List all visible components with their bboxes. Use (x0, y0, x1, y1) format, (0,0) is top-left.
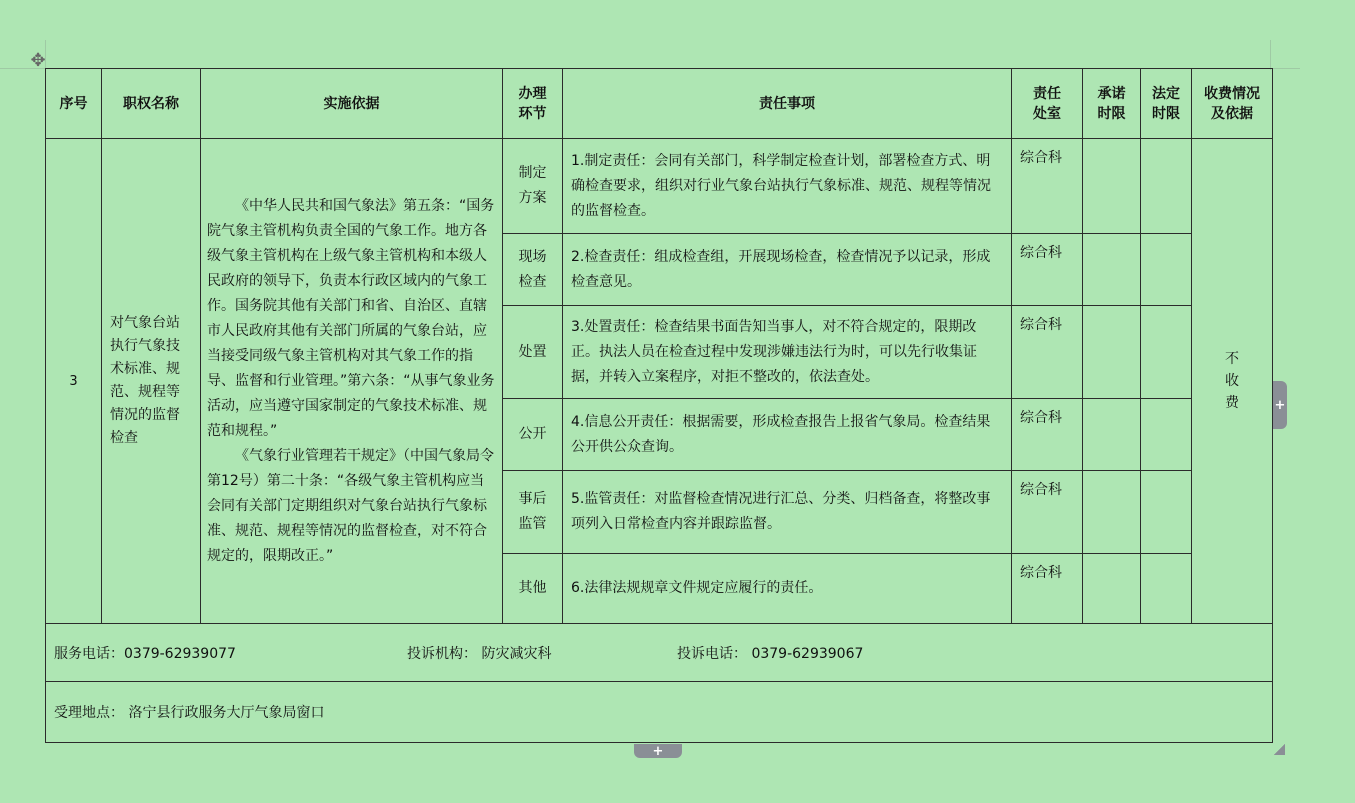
header-responsibility: 责任事项 (563, 69, 1012, 139)
header-stage (503, 69, 563, 139)
stage-cell[interactable] (503, 399, 563, 471)
footer-location-cell[interactable] (46, 682, 1273, 743)
row-basis[interactable] (201, 139, 503, 624)
stage-cell[interactable] (503, 306, 563, 399)
fee-text: 不收费 (1225, 351, 1239, 411)
service-location: 受理地点： 洛宁县行政服务大厅气象局窗口 (54, 705, 325, 721)
header-fee-text: 收费情况及依据 (1204, 85, 1260, 122)
header-name: 职权名称 (102, 69, 201, 139)
responsibility-cell[interactable]: 2.检查责任：组成检查组，开展现场检查，检查情况予以记录，形成检查意见。 (563, 234, 1012, 306)
responsibility-cell[interactable]: 4.信息公开责任：根据需要，形成检查报告上报省气象局。检查结果公开供公众查询。 (563, 399, 1012, 471)
unit-cell[interactable]: 综合科 (1012, 554, 1083, 624)
footer-contact-row (46, 624, 1273, 682)
header-legal (1141, 69, 1192, 139)
unit-cell[interactable]: 综合科 (1012, 306, 1083, 399)
stage-cell[interactable] (503, 139, 563, 234)
header-seq: 序号 (46, 69, 102, 139)
legal-cell[interactable] (1141, 139, 1192, 234)
header-fee (1192, 69, 1273, 139)
stage-text: 现场检查 (518, 248, 547, 290)
responsibility-cell[interactable]: 6.法律法规规章文件规定应履行的责任。 (563, 554, 1012, 624)
header-promised-text: 承诺时限 (1097, 85, 1126, 122)
add-row-plus-icon[interactable]: + (634, 744, 682, 758)
table-guide-line-right (1270, 40, 1271, 70)
complaint-org: 投诉机构： 防灾减灾科 (407, 645, 552, 662)
unit-cell[interactable]: 综合科 (1012, 234, 1083, 306)
header-unit (1012, 69, 1083, 139)
unit-cell[interactable]: 综合科 (1012, 139, 1083, 234)
table-resize-icon[interactable] (1274, 744, 1285, 755)
legal-cell[interactable] (1141, 234, 1192, 306)
row-name[interactable]: 对气象台站执行气象技术标准、规范、规程等情况的监督检查 (102, 139, 201, 624)
stage-text: 制定方案 (518, 165, 547, 206)
stage-cell[interactable] (503, 234, 563, 306)
promised-cell[interactable] (1083, 139, 1141, 234)
legal-cell[interactable] (1141, 306, 1192, 399)
promised-cell[interactable] (1083, 399, 1141, 471)
stage-text: 公开 (518, 426, 547, 442)
stage-text: 其他 (518, 580, 547, 596)
legal-cell[interactable] (1141, 554, 1192, 624)
duty-table (45, 68, 1273, 743)
add-column-plus-icon[interactable]: + (1273, 381, 1287, 429)
legal-cell[interactable] (1141, 471, 1192, 554)
header-promised (1083, 69, 1141, 139)
table-move-handle-icon[interactable]: ✥ (30, 50, 46, 71)
stage-text: 处置 (518, 343, 547, 360)
promised-cell[interactable] (1083, 471, 1141, 554)
footer-contact-cell[interactable] (46, 624, 1273, 682)
table-row (46, 139, 1273, 234)
header-unit-text: 责任处室 (1032, 85, 1061, 122)
stage-text: 事后监管 (518, 491, 547, 532)
header-row (46, 69, 1273, 139)
promised-cell[interactable] (1083, 554, 1141, 624)
legal-cell[interactable] (1141, 399, 1192, 471)
stage-cell[interactable] (503, 471, 563, 554)
promised-cell[interactable] (1083, 234, 1141, 306)
basis-paragraph: 《气象行业管理若干规定》（中国气象局令第12号）第二十条：“各级气象主管机构应当会同有关部门定期组织对气象台站执行气象标准、规范、规程等情况的监督检查，对不符合规定的，限期改正。” (207, 447, 494, 564)
promised-cell[interactable] (1083, 306, 1141, 399)
responsibility-cell[interactable]: 5.监管责任：对监督检查情况进行汇总、分类、归档备查，将整改事项列入日常检查内容并跟踪监督。 (563, 471, 1012, 554)
header-legal-text: 法定时限 (1151, 85, 1180, 122)
header-basis: 实施依据 (201, 69, 503, 139)
fee-cell[interactable] (1192, 139, 1273, 624)
footer-location-row (46, 682, 1273, 743)
stage-cell[interactable] (503, 554, 563, 624)
responsibility-cell[interactable]: 3.处置责任：检查结果书面告知当事人，对不符合规定的，限期改正。执法人员在检查过程中发现涉嫌违法行为时，可以先行收集证据，并转入立案程序，对拒不整改的，依法查处。 (563, 306, 1012, 399)
unit-cell[interactable]: 综合科 (1012, 399, 1083, 471)
basis-paragraph: 《中华人民共和国气象法》第五条：“国务院气象主管机构负责全国的气象工作。地方各级气象主管机构在上级气象主管机构和本级人民政府的领导下，负责本行政区域内的气象工作。国务院其他有关部门和省、自治区、直辖市人民政府其他有关部门所属的气象台站，应当接受同级气象主管机构对其气象工作的指导、监督和行业管理。”第六条：“从事气象业务活动，应当遵守国家制定的气象技术标准、规范和规程。” (207, 197, 495, 439)
row-seq[interactable]: 3 (46, 139, 102, 624)
unit-cell[interactable]: 综合科 (1012, 471, 1083, 554)
service-phone: 服务电话：0379-62939077 (54, 645, 236, 662)
responsibility-cell[interactable]: 1.制定责任：会同有关部门，科学制定检查计划，部署检查方式、明确检查要求，组织对行业气象台站执行气象标准、规范、规程等情况的监督检查。 (563, 139, 1012, 234)
complaint-phone: 投诉电话： 0379-62939067 (677, 645, 864, 662)
header-stage-text: 办理环节 (518, 85, 547, 122)
